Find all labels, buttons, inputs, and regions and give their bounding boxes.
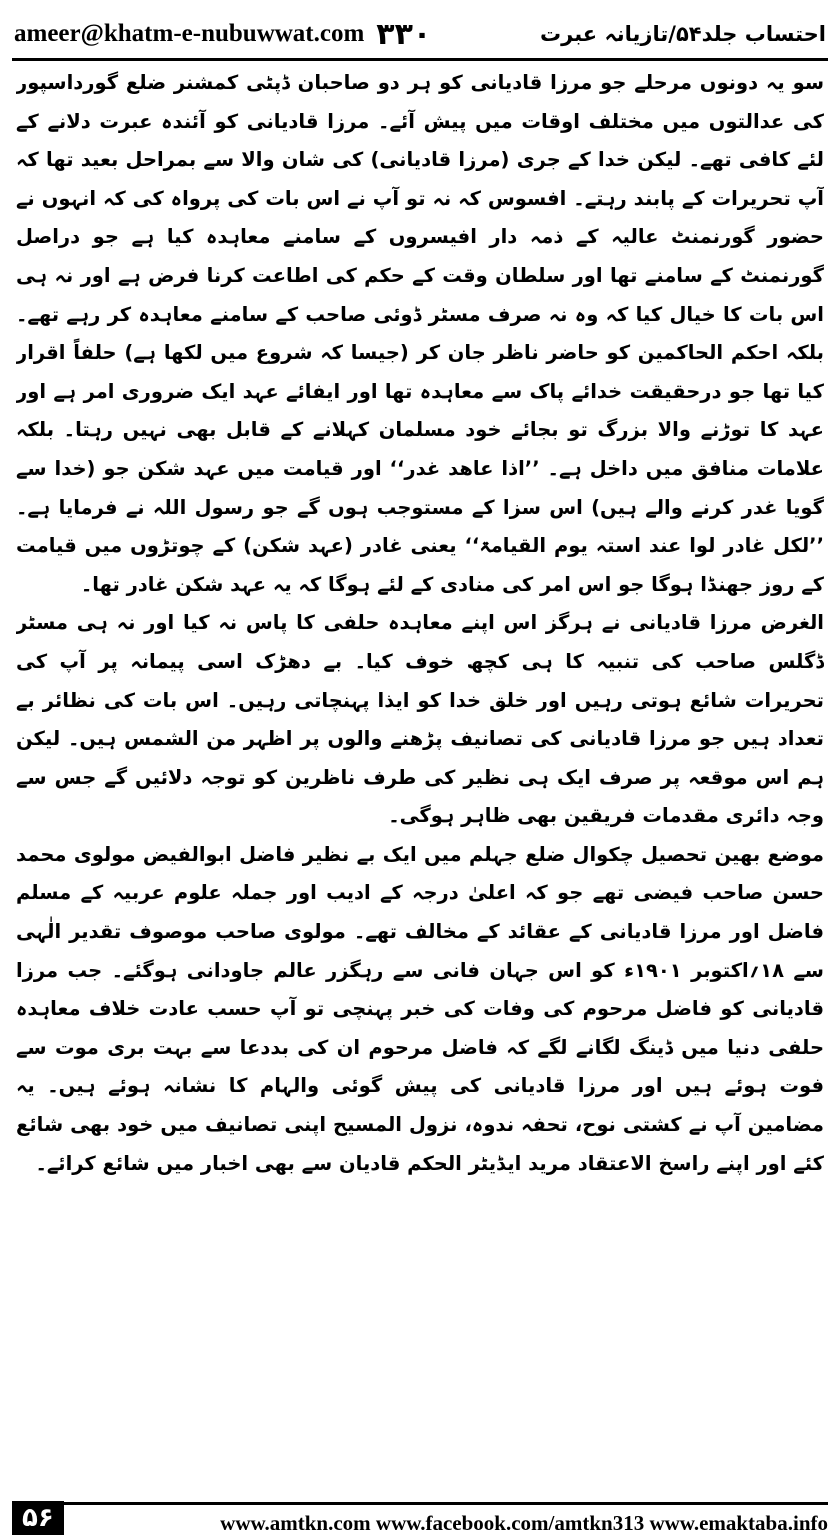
header-page-number: ۳۳۰ [376,16,432,52]
header-rule [12,58,828,61]
footer-urls: www.amtkn.com www.facebook.com/amtkn313 www.emaktaba.info [220,1511,828,1535]
header-email: ameer@khatm-e-nubuwwat.com [14,20,365,47]
header-left [14,17,431,52]
paragraph-1: سو یہ دونوں مرحلے جو مرزا قادیانی کو ہر دو صاحبان ڈپٹی کمشنر ضلع گورداسپور کی عدالتوں میں مختلف اوقات میں پیش آئے۔ مرزا قادیانی کو آئندہ عبرت دلانے کے لئے کافی تھے۔ لیکن خدا کے جری (مرزا قادیانی) کی شان والا سے بمراحل بعید تھا کہ آپ تحریرات کے پابند رہتے۔ افسوس کہ نہ تو آپ نے اس بات کی پرواہ کی کہ انہوں نے حضور گورنمنٹ عالیہ کے ذمہ دار افیسروں کے سامنے معاہدہ کیا ہے جو دراصل گورنمنٹ کے سامنے تھا اور سلطان وقت کے حکم کی اطاعت کرنا فرض ہے اور نہ ہی اس بات کا خیال کیا کہ وہ نہ صرف مسٹر ڈوئی صاحب کے سامنے معاہدہ کر رہے تھے۔ بلکہ احکم الحاکمین کو حاضر ناظر جان کر (جیسا کہ شروع میں لکھا ہے) حلفاً اقرار کیا تھا جو درحقیقت خدائے پاک سے معاہدہ تھا اور ایفائے عہد ایک ضروری امر ہے اور عہد کا توڑنے والا بزرگ تو بجائے خود مسلمان کہلانے کے قابل بھی نہیں رہتا۔ بلکہ علامات منافق میں داخل ہے۔ ’’اذا عاھد غدر‘‘ اور قیامت میں عہد شکن جو (خدا سے گویا غدر کرنے والے ہیں) اس سزا کے مستوجب ہوں گے جو رسول اللہ نے فرمایا ہے۔ ’’لکل غادر لوا عند استہ یوم القیامۃ‘‘ یعنی غادر (عہد شکن) کے چوتڑوں میں قیامت کے روز جھنڈا ہوگا جو اس امر کی منادی کے لئے ہوگا کہ یہ عہد شکن غادر تھا۔ [16,71,824,596]
page-body [16,64,824,1494]
running-title: احتساب جلد۵۴/تازیانہ عبرت [540,22,826,46]
footer-rule [64,1502,828,1505]
footer-page-number: ۵۶ [12,1501,64,1535]
paragraph-3: موضع بھین تحصیل چکوال ضلع جہلم میں ایک بے نظیر فاضل ابوالفیض مولوی محمد حسن صاحب فیضی تھے جو کہ اعلیٰ درجہ کے ادیب اور جملہ علوم عربیہ کے مسلم فاضل اور مرزا قادیانی کے عقائد کے مخالف تھے۔ مولوی صاحب موصوف تقدیر الٰہی سے ۱۸؍اکتوبر ۱۹۰۱ء کو اس جہان فانی سے رہگزر عالم جاودانی ہوگئے۔ جب مرزا قادیانی کو فاضل مرحوم کی وفات کی خبر پہنچی تو آپ حسب عادت خلاف معاہدہ حلفی دنیا میں ڈینگ لگانے لگے کہ فاضل مرحوم ان کی بددعا سے بہت بری موت سے فوت ہوئے ہیں اور مرزا قادیانی کی پیش گوئی والہام کا نشانہ ہوئے ہیں۔ یہ مضامین آپ نے کشتی نوح، تحفہ ندوہ، نزول المسیح اپنی تصانیف میں خود بھی شائع کئے اور اپنے راسخ الاعتقاد مرید ایڈیٹر الحکم قادیان سے بھی اخبار میں شائع کرائے۔ [16,842,824,1175]
page-footer [12,1500,828,1536]
paragraph-2: الغرض مرزا قادیانی نے ہرگز اس اپنے معاہدہ حلفی کا پاس نہ کیا اور نہ ہی مسٹر ڈگلس صاحب کی تنبیہ کا ہی کچھ خوف کیا۔ بے دھڑک اسی پیمانہ پر آپ کی تحریرات شائع ہوتی رہیں اور خلق خدا کو ایذا پہنچاتی رہیں۔ اس بات کی نظائر بے تعداد ہیں جو مرزا قادیانی کی تصانیف پڑھنے والوں پر اظہر من الشمس ہیں۔ لیکن ہم اس موقعہ پر صرف ایک ہی نظیر کی طرف ناظرین کو توجہ دلائیں گے جس سے وجہ دائری مقدمات فریقین بھی ظاہر ہوگی۔ [16,611,824,828]
page-header [14,10,826,58]
footer-bar [64,1500,828,1536]
